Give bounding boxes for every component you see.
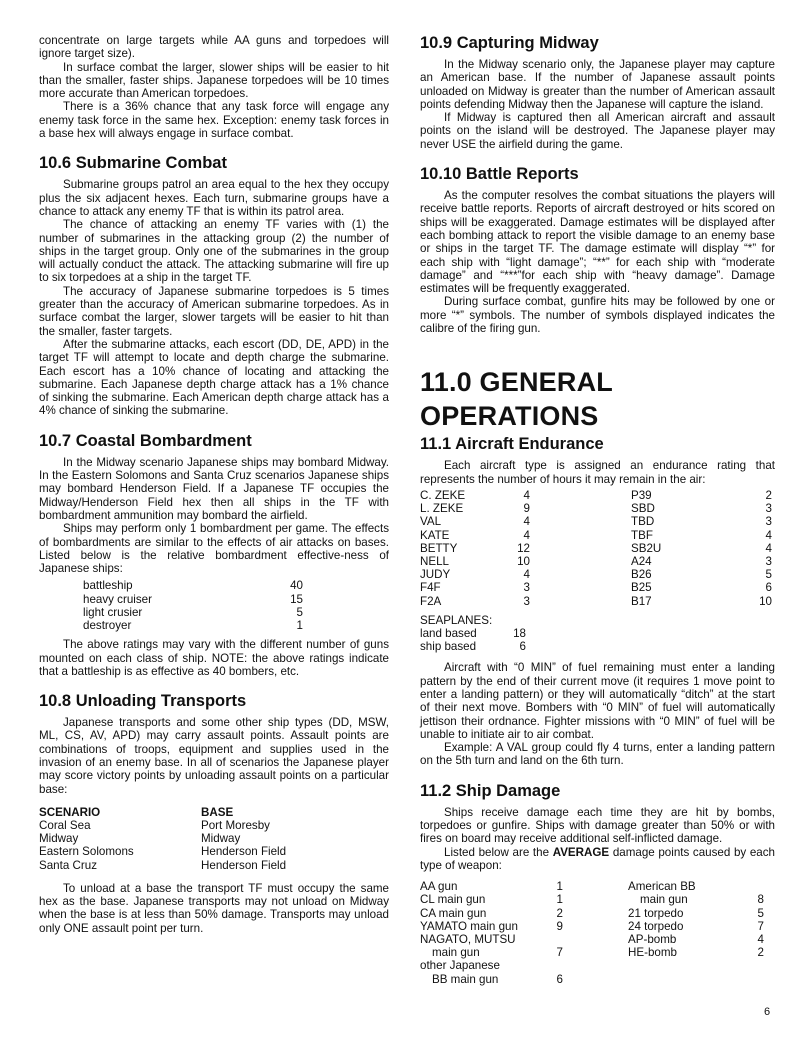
damage-value: 2 [757,946,764,960]
table-row [420,581,530,594]
table-row [420,502,530,515]
weapon-name: YAMATO main gun [420,919,518,933]
section-11-2-heading: 11.2 Ship Damage [420,781,561,800]
weapon-name: HE-bomb [628,946,677,960]
scenario-name: Coral Sea [39,819,91,833]
damage-value: 7 [556,946,563,960]
section-10-9-heading: 10.9 Capturing Midway [420,34,599,52]
damage-value: 9 [556,919,563,933]
table-row [631,502,772,515]
s109-para-1: In the Midway scenario only, the Japanese player may capture an American base. If the number of Japanese assault points unloaded on Midway is greater than the number of American assault points defending Midway then the Japanese will capture the island. [420,58,775,111]
table-row [420,880,563,893]
endurance-value: 4 [523,568,530,582]
endurance-value: 3 [523,581,530,595]
intro-para-1: concentrate on large targets while AA guns and torpedoes will ignore target size). [39,34,389,61]
table-row [631,515,772,528]
aircraft-name: SBD [631,502,655,516]
table-row [39,832,389,845]
endurance-value: 9 [523,502,530,516]
table-row [631,555,772,568]
s108-para-1: Japanese transports and some other ship types (DD, MSW, ML, CS, AV, APD) may carry assault points. Assault points are combinations of troops, equipment and supplies used in the invasion of an enemy base. In all of scenarios the Japanese player may score victory points by unloading assault points on a particular base: [39,716,389,796]
endurance-value: 3 [765,515,772,529]
table-row [420,933,563,946]
section-10-10-heading: 10.10 Battle Reports [420,165,579,184]
weapons-left-col [420,880,563,986]
endurance-value: 4 [765,528,772,542]
table-row [420,529,530,542]
endurance-value: 10 [517,554,530,568]
seaplanes-table [420,614,775,654]
rating: 40 [290,579,303,593]
table-row [420,959,563,972]
weapon-name: BB main gun [432,972,499,986]
aircraft-name: TBF [631,528,653,542]
endurance-table [420,489,775,608]
endurance-value: 3 [765,554,772,568]
aircraft-name: TBD [631,515,655,529]
endurance-value: 4 [523,515,530,529]
base-name: Henderson Field [201,845,287,859]
rating: 5 [296,605,303,619]
table-row [39,859,389,872]
s111-para-1: Each aircraft type is assigned an endurance rating that represents the number of hours it may remain in the air: [420,459,775,486]
table-row [631,489,772,502]
aircraft-name: C. ZEKE [420,488,466,502]
intro-para-2: In surface combat the larger, slower ships will be easier to hit than the smaller, faster ships. Japanese torpedoes will be 10 times more accurate than American torpedoes. [39,60,389,101]
s106-para-4: After the submarine attacks, each escort (DD, DE, APD) in the target TF will attempt to locate and depth charge the submarine. Each escort has a 10% chance of locating and attacking the submarine. Each Japanese depth charge attack has a 1% chance of sinking the submarine. Each American depth charge attack has a 4% chance of sinking the submarine. [39,337,389,418]
aircraft-name: SB2U [631,541,662,555]
s1010-para-1: As the computer resolves the combat situations the players will receive battle reports. Reports of aircraft destroyed or hits scored on ships will be exaggerated. Damage estimates will be displayed after each bombing attack to report the visible damage to an enemy base or ships in the target TF. The damage estimate will display “*” for each ship with “light damage”; “**” for each ship with “moderate damage” and “***”for each ship with “heavy damage”. Damage estimates will be frequently exaggerated. [420,189,775,296]
scenario-name: Midway [39,832,79,846]
rating: 1 [296,619,303,632]
table-row [631,529,772,542]
table-row [628,933,764,946]
table-row [39,845,389,858]
base-name: Henderson Field [201,858,287,872]
s1010-para-2: During surface combat, gunfire hits may be followed by one or more “*” symbols. The number of symbols displayed indicates the calibre of the firing gun. [420,295,775,336]
aircraft-name: VAL [420,515,442,529]
text-span: Listed below are the [444,845,553,859]
s112-para-1: Ships receive damage each time they are hit by bombs, torpedoes or gunfire. Ships with damage greater than 50% or with fires on board may receive additional self-inflicted damage. [420,805,775,846]
section-11-1-heading: 11.1 Aircraft Endurance [420,435,604,454]
damage-value: 5 [757,906,764,920]
scenario-name: Eastern Solomons [39,845,134,859]
s112-para-2 [420,846,775,873]
s109-para-2: If Midway is captured then all American aircraft and assault points on the island will be destroyed. The Japanese player may never USE the airfield during the game. [420,111,775,151]
base-name: Midway [201,832,241,846]
table-row [39,819,389,832]
table-row [631,581,772,594]
endurance-left-col [420,489,530,608]
intro-para-3: There is a 36% chance that any task force will engage any enemy task force in the same hex. Exception: enemy task forces in a base hex will always engage in surface combat. [39,100,389,141]
aircraft-name: A24 [631,554,652,568]
text-span: damage points caused by each type of weapon: [420,845,775,872]
table-row [628,907,764,920]
endurance-value: 2 [765,488,772,502]
endurance-value: 6 [519,640,526,654]
table-row [420,542,530,555]
weapon-name: 24 torpedo [628,919,684,933]
table-row [628,946,764,959]
endurance-value: 10 [759,594,772,608]
endurance-value: 4 [765,541,772,555]
damage-value [520,959,563,972]
ship-type: destroyer [83,619,132,632]
section-10-7-heading: 10.7 Coastal Bombardment [39,431,252,450]
base-header: BASE [201,805,234,819]
weapon-name: AA gun [420,880,458,894]
table-row [420,555,530,568]
aircraft-name: P39 [631,488,652,502]
damage-value: 6 [556,972,563,986]
aircraft-name: B17 [631,594,652,608]
damage-value: 1 [556,880,563,894]
aircraft-name: B26 [631,568,652,582]
table-row [83,606,389,619]
weapon-name: 21 torpedo [628,906,684,920]
s107-after: The above ratings may vary with the different number of guns mounted on each class of ship. NOTE: the above ratings indicate that a battleship is as effective as 40 bombers, etc. [39,638,389,678]
bombardment-table [83,579,389,632]
aircraft-name: B25 [631,581,652,595]
right-column [420,34,775,986]
weapon-name: American BB [628,880,696,894]
weapon-name: AP-bomb [628,933,677,947]
table-row [420,515,530,528]
endurance-value: 4 [523,528,530,542]
table-row [420,907,563,920]
s107-para-1: In the Midway scenario Japanese ships may bombard Midway. In the Eastern Solomons and Santa Cruz scenarios Japanese ships may bombard Henderson Field. If a Japanese TF occupies the Midway/Henderson Field hex then all ships in the TF with bombardment ammunition may bombard the airfield. [39,455,389,522]
s111-after-2: Example: A VAL group could fly 4 turns, enter a landing pattern on the 5th turn and land on the 6th turn. [420,741,775,768]
table-row [420,595,530,608]
weapon-name: NAGATO, MUTSU [420,933,516,947]
seaplanes-label: SEAPLANES: [420,613,493,627]
table-row [420,640,775,653]
s106-para-2: The chance of attacking an enemy TF varies with (1) the number of submarines in the attacking group (2) the number of ships in the target group. Only one of the submarines in the group will actually conduct the attack. The attacking submarine will fire up to six torpedoes at a ship in the target TF. [39,218,389,285]
table-row [83,593,389,606]
damage-value: 2 [556,906,563,920]
aircraft-name: JUDY [420,568,451,582]
endurance-value: 12 [517,541,530,555]
endurance-value: 6 [765,581,772,595]
aircraft-name: L. ZEKE [420,502,464,516]
section-10-8-heading: 10.8 Unloading Transports [39,692,247,711]
table-row [631,568,772,581]
ship-type: heavy cruiser [83,592,152,606]
chapter-11-heading: 11.0 GENERAL OPERATIONS [420,367,613,432]
emphasis-average: AVERAGE [552,845,610,859]
endurance-right-col [631,489,772,608]
endurance-value: 4 [523,488,530,502]
scenario-header: SCENARIO [39,805,101,819]
table-row [420,973,563,986]
scenario-name: Santa Cruz [39,858,97,872]
endurance-value: 3 [765,502,772,516]
s106-para-1: Submarine groups patrol an area equal to the hex they occupy plus the six adjacent hexes. Each turn, submarine groups have a chance to attack any enemy TF that is within its patrol area. [39,178,389,218]
weapon-name: CA main gun [420,906,487,920]
aircraft-name: F4F [420,581,441,595]
table-row [420,893,563,906]
damage-value: 4 [757,933,764,947]
ship-type: battleship [83,579,133,593]
ship-type: light crusier [83,605,143,619]
weapon-name: main gun [640,893,688,907]
table-row [628,893,764,906]
aircraft-name: KATE [420,528,450,542]
scenario-table [39,806,389,872]
endurance-value: 18 [513,626,526,640]
table-row [420,920,563,933]
aircraft-name: F2A [420,594,442,608]
table-row [631,595,772,608]
table-header [39,806,389,819]
seaplane-type: land based [420,626,477,640]
table-row [83,579,389,592]
damage-value [520,933,563,946]
aircraft-name: NELL [420,554,450,568]
weapon-name: other Japanese [420,959,500,973]
table-row [420,568,530,581]
weapon-damage-table [420,880,775,986]
damage-value: 8 [757,893,764,907]
s111-after-1: Aircraft with “0 MIN” of fuel remaining must enter a landing pattern by the end of their current move (it requires 1 move point to enter a landing pattern) or they will automatically “ditch” at the start of their next move. Bombers with “0 MIN” of fuel will automatically jettison their ordnance. Fighter missions with “0 MIN” of fuel will be unable to initiate air to air combat. [420,661,775,741]
base-name: Port Moresby [201,819,270,833]
damage-value: 1 [556,893,563,907]
weapon-name: main gun [432,946,480,960]
s106-para-3: The accuracy of Japanese submarine torpedoes is 5 times greater than the accuracy of American submarine torpedoes. As in surface combat the larger, slower targets will be easier to hit than the smaller, faster targets. [39,284,389,338]
endurance-value: 5 [765,568,772,582]
weapons-right-col [628,880,764,986]
damage-value [732,880,764,893]
section-10-6-heading: 10.6 Submarine Combat [39,154,227,173]
weapon-name: CL main gun [420,893,486,907]
s107-para-2: Ships may perform only 1 bombardment per game. The effects of bombardments are similar to the effects of air attacks on bases. Listed below is the relative bombardment effective-ness of Japanese ships: [39,522,389,576]
table-row [420,946,563,959]
table-row [628,880,764,893]
table-row [631,542,772,555]
table-row [420,627,775,640]
damage-value: 7 [757,919,764,933]
left-column [39,34,389,935]
table-row [420,489,530,502]
seaplane-type: ship based [420,640,477,654]
table-row [628,920,764,933]
aircraft-name: BETTY [420,541,458,555]
table-row [83,619,389,632]
endurance-value: 3 [523,594,530,608]
rating: 15 [290,592,303,606]
s108-after: To unload at a base the transport TF must occupy the same hex as the base. Japanese transports may not unload on Midway when the base is at less than 50% damage. Transports may unload only ONE assault point per turn. [39,881,389,935]
page-number: 6 [764,1006,771,1018]
